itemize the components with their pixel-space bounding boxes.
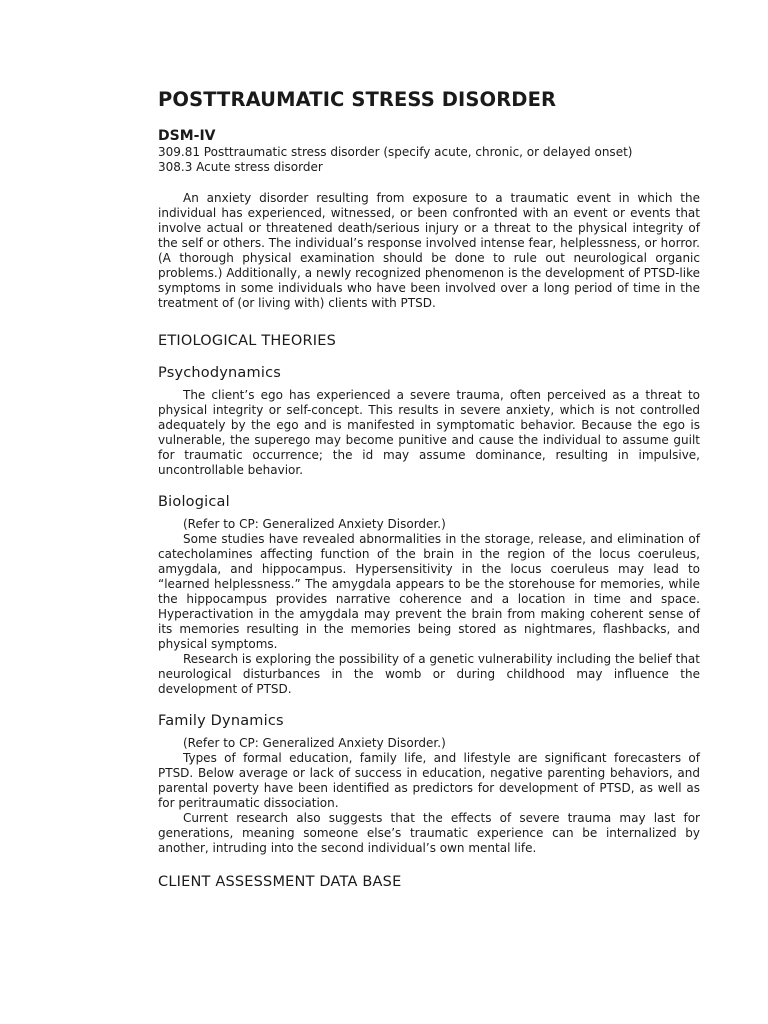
biological-paragraph: Research is exploring the possibility of a genetic vulnerability including the belief that neurological disturbances in the womb or during childhood may influence the development of PTSD. bbox=[158, 652, 700, 696]
client-assessment-heading: CLIENT ASSESSMENT DATA BASE bbox=[158, 874, 402, 890]
biological-paragraph: Some studies have revealed abnormalities in the storage, release, and elimination of catecholamines affecting function of the brain in the region of the locus coeruleus, amygdala, and hippocampus. Hypersensitivity in the locus coeruleus may lead to “learned helplessness.” The amygdala appears to be the storehouse for memories, while the hippocampus provides narrative coherence and a location in time and space. Hyperactivation in the amygdala may prevent the brain from making coherent sense of its memories resulting in the memories being stored as nightmares, flashbacks, and physical symptoms. bbox=[158, 532, 700, 651]
dsm-heading: DSM-IV bbox=[158, 128, 216, 144]
family-dynamics-reference: (Refer to CP: Generalized Anxiety Disorder.) bbox=[183, 736, 446, 750]
dsm-codes bbox=[158, 145, 700, 175]
family-dynamics-paragraph: Types of formal education, family life, and lifestyle are significant forecasters of PTSD. Below average or lack of success in education, negative parenting behaviors, and parental poverty have been identified as predictors for development of PTSD, as well as for peritraumatic dissociation. bbox=[158, 751, 700, 810]
psychodynamics-paragraph: The client’s ego has experienced a severe trauma, often perceived as a threat to physical integrity or self-concept. This results in severe anxiety, which is not controlled adequately by the ego and is manifested in symptomatic behavior. Because the ego is vulnerable, the superego may become punitive and cause the individual to assume guilt for traumatic occurrence; the id may assume dominance, resulting in impulsive, uncontrollable behavior. bbox=[158, 388, 700, 477]
family-dynamics-paragraph: Current research also suggests that the effects of severe trauma may last for generations, meaning someone else’s traumatic experience can be internalized by another, intruding into the second individual’s own mental life. bbox=[158, 811, 700, 855]
psychodynamics-heading: Psychodynamics bbox=[158, 365, 281, 381]
document-page bbox=[158, 86, 700, 892]
dsm-code: 308.3 Acute stress disorder bbox=[158, 160, 323, 174]
dsm-code: 309.81 Posttraumatic stress disorder (specify acute, chronic, or delayed onset) bbox=[158, 145, 633, 159]
intro-paragraph: An anxiety disorder resulting from exposure to a traumatic event in which the individual has experienced, witnessed, or been confronted with an event or events that involve actual or threatened death/serious injury or a threat to the physical integrity of the self or others. The individual’s response involved intense fear, helplessness, or horror. (A thorough physical examination should be done to rule out neurological organic problems.) Additionally, a newly recognized phenomenon is the development of PTSD-like symptoms in some individuals who have been involved over a long period of time in the treatment of (or living with) clients with PTSD. bbox=[158, 191, 700, 310]
family-dynamics-heading: Family Dynamics bbox=[158, 713, 284, 729]
etiological-theories-heading: ETIOLOGICAL THEORIES bbox=[158, 333, 336, 349]
biological-heading: Biological bbox=[158, 494, 230, 510]
document-title: POSTTRAUMATIC STRESS DISORDER bbox=[158, 88, 557, 111]
biological-reference: (Refer to CP: Generalized Anxiety Disorder.) bbox=[183, 517, 446, 531]
